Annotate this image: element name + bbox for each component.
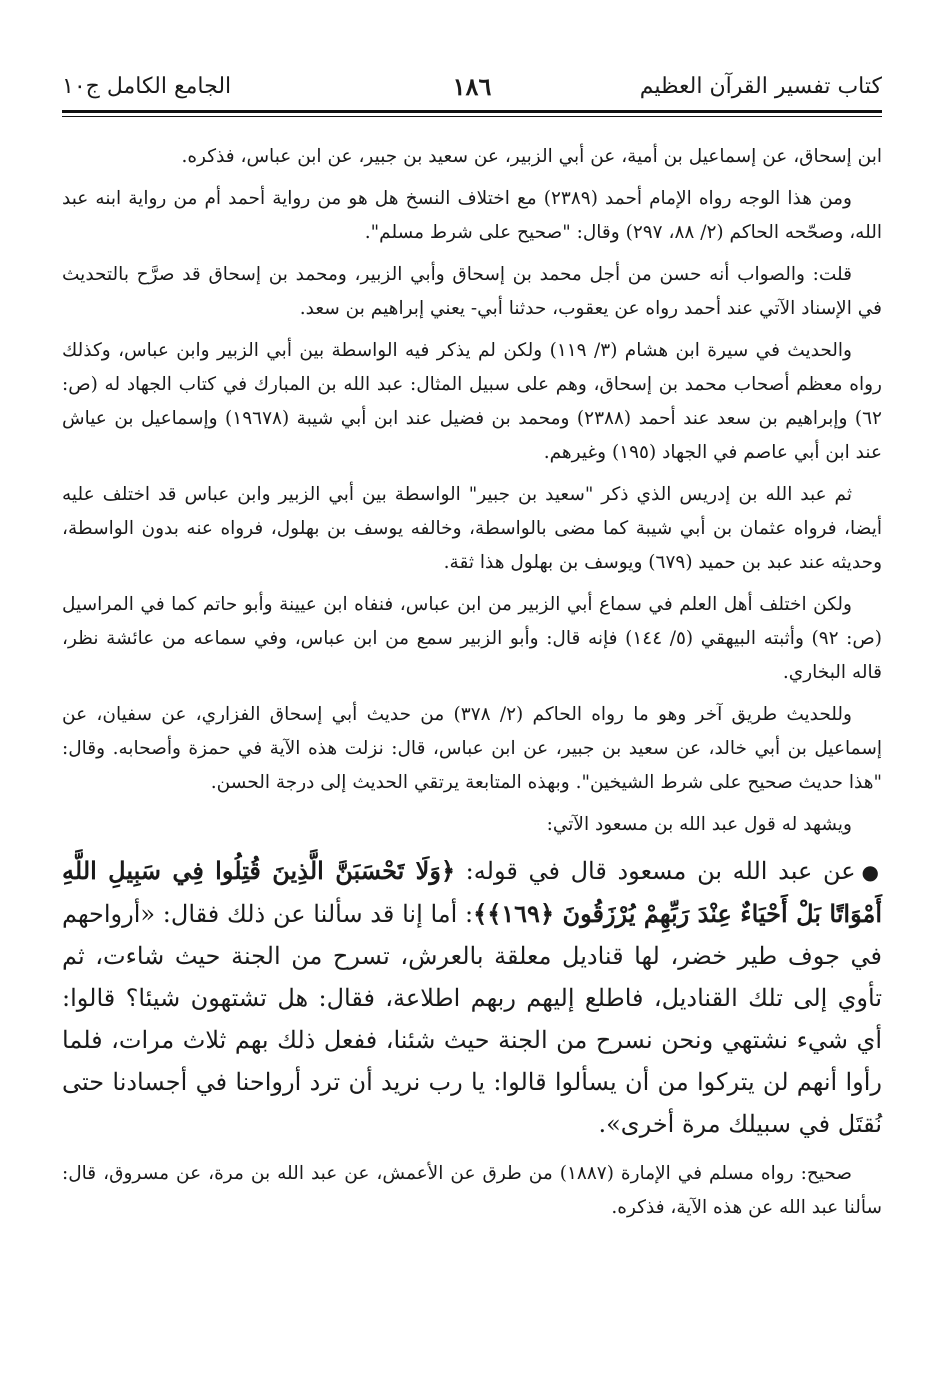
header-rule-thick [62, 110, 882, 113]
page-header [62, 68, 882, 108]
paragraph-1: ابن إسحاق، عن إسماعيل بن أمية، عن أبي الزبير، عن سعيد بن جبير، عن ابن عباس، فذكره. [181, 146, 882, 167]
header-rule-thin [62, 116, 882, 117]
paragraph-4: والحديث في سيرة ابن هشام (٣/ ١١٩) ولكن لم يذكر فيه الواسطة بين أبي الزبير وابن عباس، وكذلك رواه معظم أصحاب محمد بن إسحاق، وهم على سبيل المثال: عبد الله بن المبارك في كتاب الجهاد له (ص: ٦٢) وإبراهيم بن سعد عند أحمد (٢٣٨٨) ومحمد بن فضيل عند ابن أبي شيبة (١٩٦٧٨) وإسماعيل بن عياش عند ابن أبي عاصم في الجهاد (١٩٥) وغيرهم. [62, 340, 882, 463]
hadith-intro: عن عبد الله بن مسعود قال في قوله: [455, 857, 856, 885]
paragraph-8: ويشهد له قول عبد الله بن مسعود الآتي: [546, 814, 852, 835]
paragraph-3: قلت: والصواب أنه حسن من أجل محمد بن إسحاق وأبي الزبير، ومحمد بن إسحاق قد صرَّح بالتحديث في الإسناد الآتي عند أحمد رواه عن يعقوب، حدثنا أبي- يعني إبراهيم بن سعد. [62, 264, 882, 319]
paragraph-6: ولكن اختلف أهل العلم في سماع أبي الزبير من ابن عباس، فنفاه ابن عيينة وأبو حاتم كما في المراسيل (ص: ٩٢) وأثبته البيهقي (٥/ ١٤٤) فإنه قال: وأبو الزبير سمع من ابن عباس، وفي سماعه من عائشة نظر، قاله البخاري. [62, 594, 882, 683]
page-number: ١٨٦ [452, 72, 492, 101]
paragraph-5: ثم عبد الله بن إدريس الذي ذكر "سعيد بن جبير" الواسطة بين أبي الزبير وابن عباس قد اختلف عليه أيضا، فرواه عثمان بن أبي شيبة كما مضى بالواسطة، وخالفه يوسف بن بهلول، فرواه عنه بدون الواسطة، وحديثه عند عبد بن حميد (٦٧٩) ويوسف بن بهلول هذا ثقة. [62, 484, 882, 573]
volume-label: الجامع الكامل ج١٠ [62, 74, 232, 99]
paragraph-2: ومن هذا الوجه رواه الإمام أحمد (٢٣٨٩) مع اختلاف النسخ هل هو من رواية أحمد أم من رواية ابنه عبد الله، وصحّحه الحاكم (٢/ ٨٨، ٢٩٧) وقال: "صحيح على شرط مسلم". [62, 188, 882, 243]
page-body [62, 140, 882, 1233]
hadith-paragraph [62, 850, 882, 1145]
bullet-icon: ● [861, 860, 883, 884]
hadith-text: : أما إنا قد سألنا عن ذلك فقال: «أرواحهم في جوف طير خضر، لها قناديل معلقة بالعرش، تسرح من الجنة حيث شاءت، ثم تأوي إلى تلك القناديل، فاطلع إليهم ربهم اطلاعة، فقال: هل تشتهون شيئا؟ قالوا: أي شيء نشتهي ونحن نسرح من الجنة حيث شئنا، ففعل ذلك بهم ثلاث مرات، فلما رأوا أنهم لن يتركوا من أن يسألوا قالوا: يا رب نريد أن ترد أرواحنا في أجسادنا حتى نُقتَل في سبيلك مرة أخرى». [62, 900, 882, 1138]
paragraph-9: صحيح: رواه مسلم في الإمارة (١٨٨٧) من طرق عن الأعمش، عن عبد الله بن مرة، عن مسروق، قال: سألنا عبد الله عن هذه الآية، فذكره. [62, 1163, 882, 1218]
paragraph-7: وللحديث طريق آخر وهو ما رواه الحاكم (٢/ ٣٧٨) من حديث أبي إسحاق الفزاري، عن سفيان، عن إسماعيل بن أبي خالد، عن سعيد بن جبير، عن ابن عباس، قال: نزلت هذه الآية في حمزة وأصحابه. وقال: "هذا حديث صحيح على شرط الشيخين". وبهذه المتابعة يرتقي الحديث إلى درجة الحسن. [62, 704, 882, 793]
book-title: كتاب تفسير القرآن العظيم [639, 74, 882, 99]
quran-verse: ﴿وَلَا تَحْسَبَنَّ الَّذِينَ قُتِلُوا فِي سَبِيلِ اللَّهِ أَمْوَاتًا بَلْ أَحْيَاءٌ عِنْدَ رَبِّهِمْ يُرْزَقُونَ ﴿١٦٩﴾﴾ [62, 856, 883, 928]
